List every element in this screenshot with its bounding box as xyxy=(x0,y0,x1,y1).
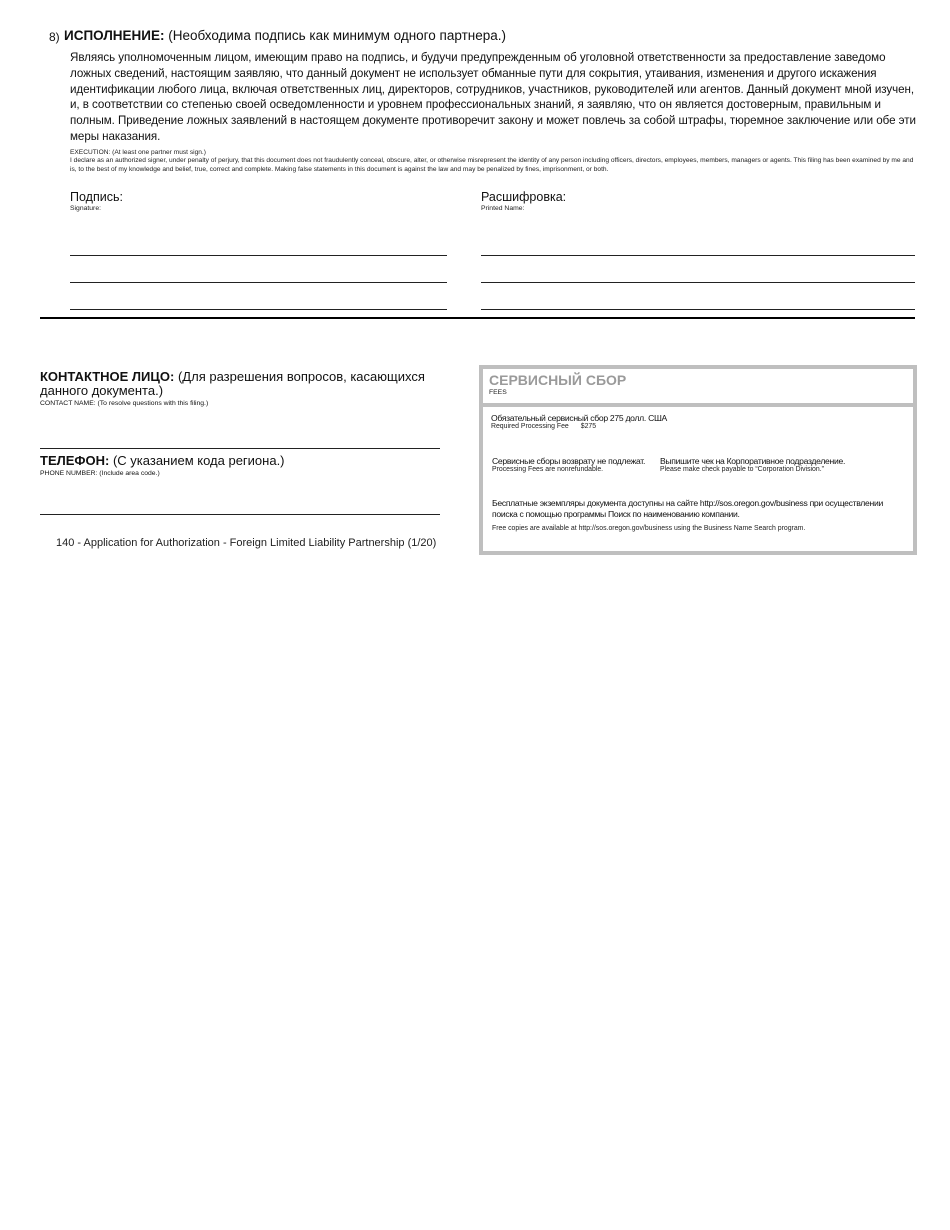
section-number: 8) xyxy=(49,30,60,44)
section-title xyxy=(64,28,506,43)
free-copies-note xyxy=(492,498,902,532)
contact-label-ru xyxy=(40,370,440,398)
signature-line-3[interactable] xyxy=(70,309,447,310)
printed-name-line-2[interactable] xyxy=(481,282,915,283)
contact-label-en: CONTACT NAME: (To resolve questions with this filing.) xyxy=(40,400,209,407)
printed-name-line-1[interactable] xyxy=(481,255,915,256)
declaration-text-ru: Являясь уполномоченным лицом, имеющим право на подпись, и будучи предупрежденным об уголовной ответственности за предоставление заведомо ложных сведений, настоящим заявляю, что данный документ не использует обманные пути для сокрытия, утаивания, изменения и другого искажения идентификации любого лица, включая ответственных лиц, директоров, сотрудников, участников, руководителей или агентов. Данный документ мной изучен, и, в соответствии со степенью своей осведомленности и уровнем профессиональных знаний, я заявляю, что он является достоверным, правильным и полным. Приведение ложных заявлений в настоящем документе противоречит закону и может повлечь за собой штрафы, тюремное заключение или обе эти меры наказания. xyxy=(70,51,916,143)
declaration-text-en xyxy=(70,149,920,174)
form-footer-label: 140 - Application for Authorization - Foreign Limited Liability Partnership (1/20) xyxy=(56,537,437,549)
required-fee-amount: $275 xyxy=(580,423,597,430)
required-fee-ru: Обязательный сервисный сбор 275 долл. США xyxy=(491,413,667,423)
phone-label-ru xyxy=(40,454,440,468)
contact-name-line[interactable] xyxy=(40,448,440,449)
required-fee-label: Required Processing Fee xyxy=(491,423,569,430)
phone-number-line[interactable] xyxy=(40,514,440,515)
nonrefundable-en: Processing Fees are nonrefundable. xyxy=(492,466,604,473)
contact-name-block xyxy=(40,370,440,407)
signature-line-1[interactable] xyxy=(70,255,447,256)
free-copies-en: Free copies are available at http://sos.oregon.gov/business using the Business Name Search program. xyxy=(492,525,806,532)
section-subtitle: (Необходима подпись как минимум одного партнера.) xyxy=(168,28,506,43)
signature-label-ru: Подпись: xyxy=(70,190,123,204)
printed-name-line-3[interactable] xyxy=(481,309,915,310)
payable-en: Please make check payable to “Corporation Division.” xyxy=(660,466,824,473)
phone-title: ТЕЛЕФОН: xyxy=(40,453,110,468)
execution-label-en: EXECUTION: (At least one partner must sign.) xyxy=(70,149,206,156)
nonrefundable-note xyxy=(492,456,645,473)
phone-subtitle: (С указанием кода региона.) xyxy=(112,453,285,468)
phone-block xyxy=(40,454,440,477)
section-title-bold: ИСПОЛНЕНИЕ: xyxy=(64,28,165,43)
section-divider xyxy=(40,317,915,319)
fees-title: СЕРВИСНЫЙ СБОР xyxy=(489,372,627,388)
nonrefundable-ru: Сервисные сборы возврату не подлежат. xyxy=(492,456,646,466)
phone-label-en: PHONE NUMBER: (Include area code.) xyxy=(40,470,160,477)
fees-header xyxy=(483,369,913,407)
payable-note xyxy=(660,456,845,473)
declaration-body-en: I declare as an authorized signer, under penalty of perjury, that this document does not fraudulently conceal, obscure, alter, or otherwise misrepresent the identity of any person including officers, directors, employees, members, managers or agents. This filing has been examined by me and is, to the best of my knowledge and belief, true, correct and complete. Making false statements in this document is against the law and may be penalized by fines, imprisonment, or both. xyxy=(70,157,914,173)
fees-title-en: FEES xyxy=(489,389,507,396)
required-fee xyxy=(491,413,667,430)
fees-box xyxy=(479,365,917,555)
payable-ru: Выпишите чек на Корпоративное подразделение. xyxy=(660,456,846,466)
printed-name-label-en: Printed Name: xyxy=(481,205,525,212)
signature-label-en: Signature: xyxy=(70,205,101,212)
printed-name-label xyxy=(481,190,566,212)
printed-name-label-ru: Расшифровка: xyxy=(481,190,567,204)
signature-label xyxy=(70,190,123,212)
required-fee-en xyxy=(491,423,667,430)
contact-subtitle: (Для разрешения вопросов, касающихся данного документа.) xyxy=(40,369,425,398)
free-copies-ru: Бесплатные экземпляры документа доступны на сайте http://sos.oregon.gov/business при осуществлении поиска с помощью программы Поиск по наименованию компании. xyxy=(492,498,883,519)
signature-line-2[interactable] xyxy=(70,282,447,283)
contact-title: КОНТАКТНОЕ ЛИЦО: xyxy=(40,369,175,384)
